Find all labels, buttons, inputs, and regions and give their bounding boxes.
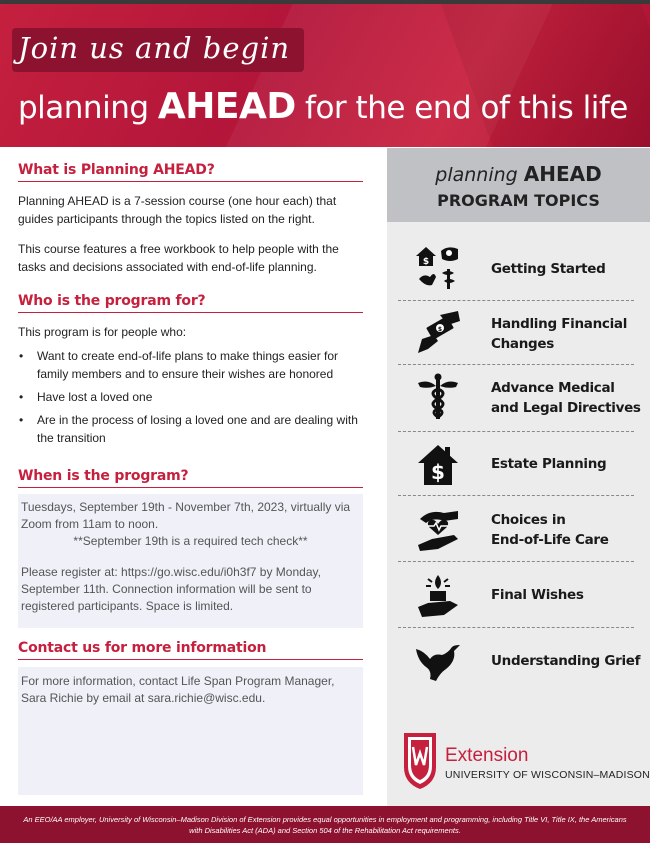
topic-label-line: Getting Started xyxy=(491,261,606,277)
getting-started-icon xyxy=(414,243,462,291)
topic-label xyxy=(491,259,605,279)
topic-label xyxy=(491,651,640,671)
topic-end-of-life-care xyxy=(398,496,634,562)
house-dollar-icon xyxy=(414,441,462,489)
topic-label-line: Handling Financial xyxy=(491,316,628,332)
what-paragraph-1: Planning AHEAD is a 7-session course (one hour each) that guides participants through the topics listed on the right. xyxy=(18,194,337,226)
uw-crest-logo xyxy=(402,727,438,791)
program-topics-title-bold: AHEAD xyxy=(523,162,602,186)
topic-label xyxy=(491,510,609,550)
topic-label-line: Estate Planning xyxy=(491,456,607,472)
banner-tagline: Join us and begin xyxy=(18,31,291,65)
topic-label-line: Advance Medical xyxy=(491,380,615,396)
list-item: • Have lost a loved one xyxy=(18,388,363,406)
program-topics-title xyxy=(387,162,650,186)
extension-name: Extension xyxy=(445,745,529,766)
footer-text: An EEO/AA employer, University of Wisconsin–Madison Division of Extension provides equal opportunities in employment and programming, including Title VI, Title IX, the Americans with Disabilities Act (ADA) and Section 504 of the Rehabilitation Act requirements. xyxy=(23,815,627,835)
caduceus-icon xyxy=(414,373,462,421)
when-heading: When is the program? xyxy=(18,468,363,488)
topic-label-line: Understanding Grief xyxy=(491,653,641,669)
extension-university: UNIVERSITY OF WISCONSIN–MADISON xyxy=(445,769,650,781)
svg-text:$: $ xyxy=(437,326,443,333)
topic-label xyxy=(491,585,584,605)
topic-getting-started xyxy=(398,237,634,301)
program-topics-header xyxy=(387,148,650,222)
list-item: • Want to create end-of-life plans to make things easier for family members and to ensure their wishes are honored xyxy=(18,347,363,383)
list-item: • Are in the process of losing a loved one and are dealing with the transition xyxy=(18,411,363,447)
topic-handling-financial-changes xyxy=(398,301,634,365)
heart-hands-icon xyxy=(414,505,462,553)
topic-label-line: Choices in xyxy=(491,512,566,528)
topic-label-line: and Legal Directives xyxy=(491,400,641,416)
candle-hand-icon xyxy=(414,571,462,619)
topic-label-line: Changes xyxy=(491,336,554,352)
program-topics-subtitle: PROGRAM TOPICS xyxy=(437,191,600,210)
banner-title-suffix: for the end of this life xyxy=(295,90,628,126)
banner-title xyxy=(18,86,628,127)
topic-advance-medical-legal xyxy=(398,365,641,432)
topic-estate-planning xyxy=(398,432,634,496)
when-register: Please register at: https://go.wisc.edu/i0h3f7 by Monday, September 11th. Connection information will be sent to registered participants. Space is limited. xyxy=(21,565,321,613)
topic-label-line: Final Wishes xyxy=(491,587,584,603)
what-heading: What is Planning AHEAD? xyxy=(18,162,363,182)
topic-label xyxy=(491,314,627,354)
when-schedule: Tuesdays, September 19th - November 7th, 2023, virtually via Zoom from 11am to noon. xyxy=(21,500,351,531)
who-intro: This program is for people who: xyxy=(18,325,187,339)
topic-label xyxy=(491,454,606,474)
money-hand-icon xyxy=(414,309,462,357)
contact-info-box xyxy=(18,667,363,795)
topic-label-line: End-of-Life Care xyxy=(491,532,609,548)
contact-heading: Contact us for more information xyxy=(18,640,363,660)
banner-title-prefix: planning xyxy=(18,90,158,126)
svg-text:$: $ xyxy=(431,460,445,484)
contact-text: For more information, contact Life Span Program Manager, Sara Richie by email at sara.richie@wisc.edu. xyxy=(21,674,335,705)
what-paragraph-2: This course features a free workbook to help people with the tasks and decisions associated with end-of-life planning. xyxy=(18,242,339,274)
footer xyxy=(0,806,650,843)
when-tech-check: **September 19th is a required tech check** xyxy=(73,534,308,548)
svg-text:$: $ xyxy=(422,257,430,267)
topic-final-wishes xyxy=(398,562,634,628)
topic-label xyxy=(491,378,641,418)
banner-title-bold: AHEAD xyxy=(157,86,296,127)
who-bullet-list xyxy=(18,347,363,452)
dove-icon xyxy=(414,637,462,685)
when-info-box xyxy=(18,494,363,628)
header-banner xyxy=(0,4,650,147)
program-topics-title-italic: planning xyxy=(435,164,524,186)
who-heading: Who is the program for? xyxy=(18,293,363,313)
topic-understanding-grief xyxy=(398,628,641,694)
